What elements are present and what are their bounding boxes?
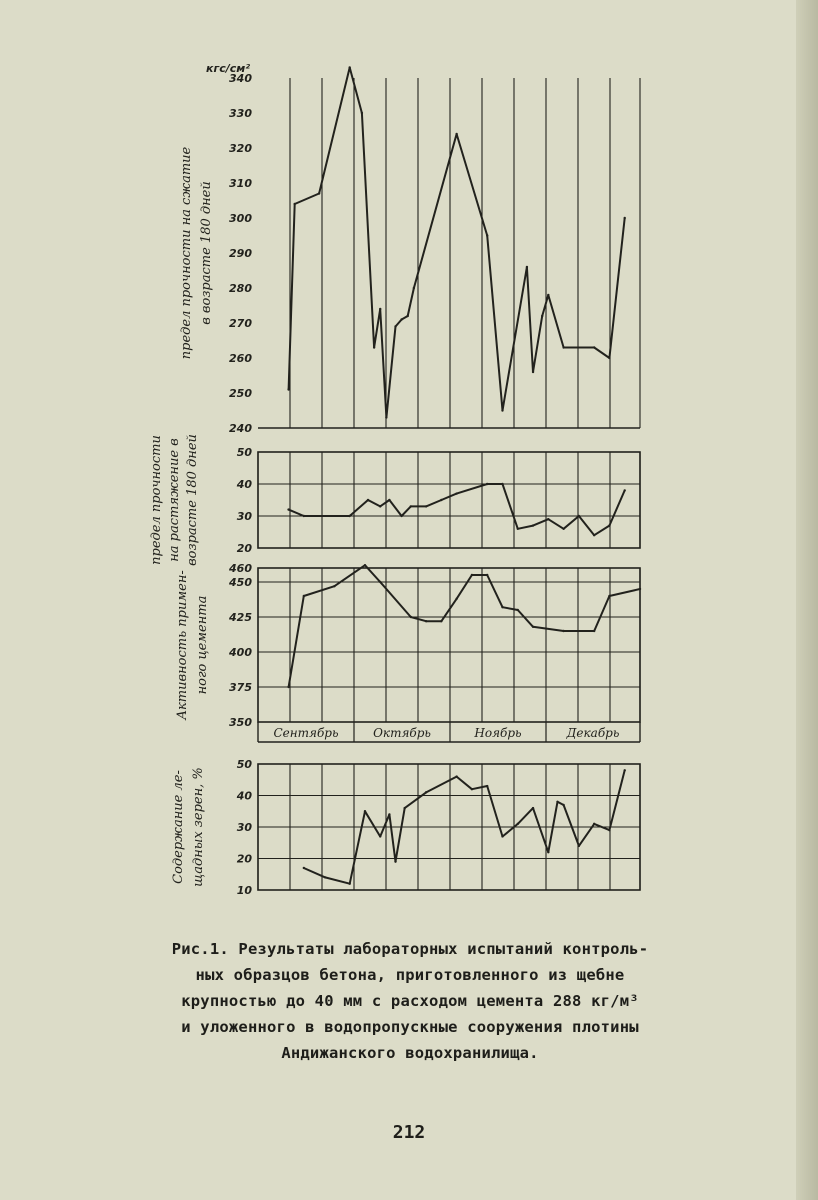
y-tick-label: 260 xyxy=(229,352,252,365)
data-point xyxy=(413,287,415,289)
y-axis-title-line: предел прочности на сжатие xyxy=(179,146,194,360)
data-point xyxy=(486,574,488,576)
data-point xyxy=(379,835,381,837)
y-tick-label: 40 xyxy=(236,789,252,803)
y-axis-title-line: в возрасте 180 дней xyxy=(199,181,214,325)
month-label: Ноябрь xyxy=(474,726,522,740)
data-point xyxy=(364,810,366,812)
data-point xyxy=(303,595,305,597)
y-tick-label: 30 xyxy=(236,510,252,523)
y-tick-label: 10 xyxy=(236,884,252,897)
data-point xyxy=(517,823,519,825)
data-point xyxy=(348,66,350,68)
y-axis-title-line: Содержание ле- xyxy=(171,770,186,884)
y-tick-label: 425 xyxy=(229,611,252,624)
data-point xyxy=(532,626,534,628)
data-point xyxy=(608,357,610,359)
y-tick-label: 280 xyxy=(229,282,252,295)
data-point xyxy=(593,823,595,825)
y-tick-label: 40 xyxy=(236,478,252,491)
data-point xyxy=(440,499,442,501)
y-tick-label: 50 xyxy=(236,446,252,459)
data-point xyxy=(385,416,387,418)
data-point xyxy=(486,234,488,236)
data-point xyxy=(593,534,595,536)
data-point xyxy=(471,574,473,576)
data-point xyxy=(547,851,549,853)
y-axis-title-line: на растяжение в xyxy=(167,438,182,562)
data-point xyxy=(394,325,396,327)
data-point xyxy=(547,294,549,296)
data-point xyxy=(501,835,503,837)
data-point xyxy=(455,598,457,600)
data-point xyxy=(562,804,564,806)
data-point xyxy=(486,483,488,485)
caption-line-5: Андижанского водохранилища. xyxy=(281,1044,539,1062)
data-point xyxy=(394,860,396,862)
y-tick-label: 270 xyxy=(229,317,252,330)
y-tick-label: 20 xyxy=(236,542,252,555)
data-point xyxy=(532,524,534,526)
data-point xyxy=(501,409,503,411)
y-tick-label: 450 xyxy=(229,576,252,589)
data-point xyxy=(379,308,381,310)
data-point xyxy=(517,609,519,611)
chart-panel-3 xyxy=(175,562,641,742)
month-label: Сентябрь xyxy=(273,726,339,740)
y-tick-label: 300 xyxy=(229,212,252,225)
y-axis-title-line: щадных зерен, % xyxy=(191,767,206,887)
data-point xyxy=(379,581,381,583)
series-line-3 xyxy=(289,565,640,687)
data-point xyxy=(388,813,390,815)
y-tick-label: 350 xyxy=(229,716,252,729)
y-tick-label: 240 xyxy=(229,422,252,435)
caption-line-4: и уложенного в водопропускные сооружения плотины xyxy=(181,1018,639,1036)
data-point xyxy=(593,346,595,348)
data-point xyxy=(455,492,457,494)
data-point xyxy=(455,133,457,135)
data-point xyxy=(400,515,402,517)
y-tick-label: 50 xyxy=(236,758,252,771)
y-tick-label: 250 xyxy=(229,387,252,400)
data-point xyxy=(501,483,503,485)
y-tick-label: 460 xyxy=(229,562,252,575)
data-point xyxy=(562,346,564,348)
data-point xyxy=(624,769,626,771)
data-point xyxy=(287,388,289,390)
data-point xyxy=(547,518,549,520)
data-point xyxy=(425,620,427,622)
y-axis-title-line: возрасте 180 дней xyxy=(185,434,200,566)
data-point xyxy=(578,845,580,847)
data-point xyxy=(526,266,528,268)
y-tick-label: 30 xyxy=(236,821,252,834)
data-point xyxy=(361,112,363,114)
y-unit-label: кгс/см² xyxy=(206,62,251,75)
data-point xyxy=(379,505,381,507)
data-point xyxy=(388,499,390,501)
data-point xyxy=(324,876,326,878)
data-point xyxy=(486,785,488,787)
data-point xyxy=(532,371,534,373)
y-tick-label: 20 xyxy=(236,852,252,866)
data-point xyxy=(407,315,409,317)
data-point xyxy=(410,505,412,507)
data-point xyxy=(471,788,473,790)
chart-panel-4 xyxy=(171,758,640,897)
data-point xyxy=(425,505,427,507)
month-label: Октябрь xyxy=(373,726,431,740)
data-point xyxy=(287,686,289,688)
data-point xyxy=(403,807,405,809)
data-point xyxy=(608,595,610,597)
panel-3-frame xyxy=(258,568,640,722)
data-point xyxy=(532,807,534,809)
y-axis-title-line: ного цемента xyxy=(195,595,210,695)
panel-2-frame xyxy=(258,452,640,548)
data-point xyxy=(556,801,558,803)
data-point xyxy=(333,585,335,587)
data-point xyxy=(578,515,580,517)
caption-line-3: крупностью до 40 мм с расходом цемента 288 кг/м³ xyxy=(181,992,639,1010)
figure-caption xyxy=(60,936,760,1066)
data-point xyxy=(639,588,641,590)
data-point xyxy=(410,616,412,618)
data-point xyxy=(440,620,442,622)
data-point xyxy=(373,346,375,348)
y-axis-title-line: предел прочности xyxy=(149,435,164,565)
data-point xyxy=(287,508,289,510)
y-tick-label: 340 xyxy=(229,72,252,85)
data-point xyxy=(303,515,305,517)
data-point xyxy=(562,630,564,632)
page-number: 212 xyxy=(392,1122,426,1143)
month-label: Декабрь xyxy=(566,726,620,740)
data-point xyxy=(400,318,402,320)
data-point xyxy=(348,883,350,885)
y-tick-label: 330 xyxy=(229,107,252,120)
chart-panel-2 xyxy=(149,434,640,566)
y-tick-label: 310 xyxy=(229,177,252,190)
data-point xyxy=(348,515,350,517)
data-point xyxy=(293,203,295,205)
data-point xyxy=(318,192,320,194)
data-point xyxy=(541,315,543,317)
data-point xyxy=(364,564,366,566)
data-point xyxy=(593,630,595,632)
data-point xyxy=(425,791,427,793)
data-point xyxy=(455,775,457,777)
caption-line-2: ных образцов бетона, приготовленного из щебне xyxy=(195,966,625,984)
caption-line-1: Рис.1. Результаты лабораторных испытаний контроль- xyxy=(171,940,649,958)
y-axis-title-line: Активность примен- xyxy=(175,570,190,720)
data-point xyxy=(562,528,564,530)
y-tick-label: 290 xyxy=(229,247,252,260)
data-point xyxy=(608,524,610,526)
series-line-2 xyxy=(289,484,625,535)
data-point xyxy=(367,499,369,501)
data-point xyxy=(303,867,305,869)
chart-panel-1 xyxy=(179,62,640,435)
data-point xyxy=(624,489,626,491)
data-point xyxy=(517,528,519,530)
data-point xyxy=(501,606,503,608)
data-point xyxy=(624,217,626,219)
data-point xyxy=(608,829,610,831)
y-tick-label: 320 xyxy=(229,142,252,155)
y-tick-label: 400 xyxy=(229,646,252,659)
y-tick-label: 375 xyxy=(229,681,252,694)
series-line-1 xyxy=(289,68,625,418)
